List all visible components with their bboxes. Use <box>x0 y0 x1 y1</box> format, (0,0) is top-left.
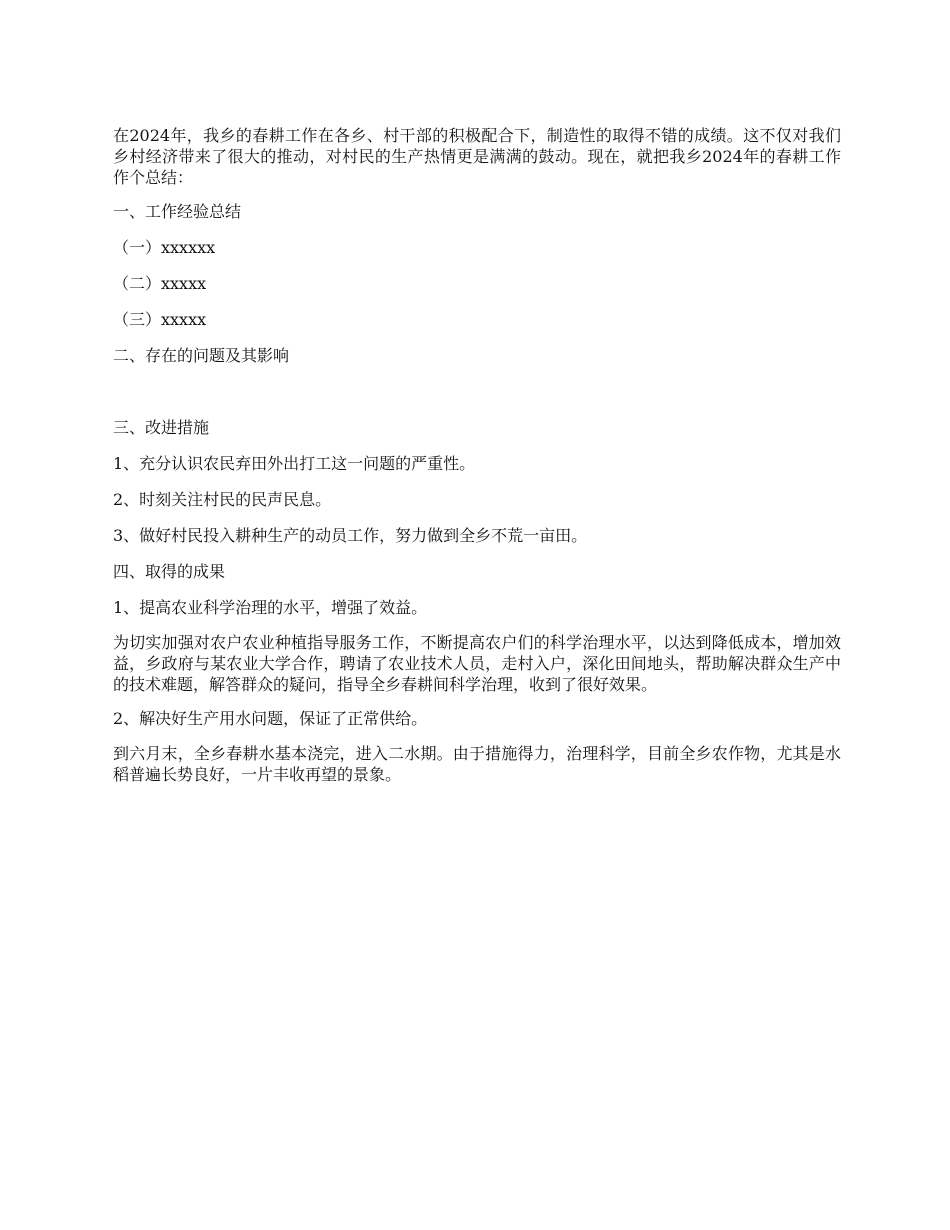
blank-spacer <box>113 380 841 416</box>
section4-point2-body: 到六月末，全乡春耕水基本浇完，进入二水期。由于措施得力，治理科学，目前全乡农作物，尤其是水稻普遍长势良好，一片丰收再望的景象。 <box>113 744 841 784</box>
section4-point1-body: 为切实加强对农户农业种植指导服务工作，不断提高农户们的科学治理水平，以达到降低成本，增加效益，乡政府与某农业大学合作，聘请了农业技术人员，走村入户，深化田间地头，帮助解决群众生产中的技术难题，解答群众的疑问，指导全乡春耕间科学治理，收到了很好效果。 <box>113 633 841 694</box>
section4-point1-title: 1、提高农业科学治理的水平，增强了效益。 <box>113 598 428 617</box>
section1-item-1: （一）xxxxxx <box>113 238 216 257</box>
intro-paragraph: 在2024年，我乡的春耕工作在各乡、村干部的积极配合下，制造性的取得不错的成绩。这不仅对我们乡村经济带来了很大的推动，对村民的生产热情更是满满的鼓动。现在，就把我乡2024年的春耕工作作个总结： <box>113 126 841 187</box>
section1-heading: 一、工作经验总结 <box>113 202 242 221</box>
section3-item-1: 1、充分认识农民弃田外出打工这一问题的严重性。 <box>113 454 476 473</box>
document-page <box>113 125 841 797</box>
section1-item-3: （三）xxxxx <box>113 310 207 329</box>
section3-item-2: 2、时刻关注村民的民声民息。 <box>113 490 332 509</box>
section2-heading: 二、存在的问题及其影响 <box>113 346 290 365</box>
section3-heading: 三、改进措施 <box>113 418 210 437</box>
section4-heading: 四、取得的成果 <box>113 562 226 581</box>
section4-point2-title: 2、解决好生产用水问题，保证了正常供给。 <box>113 709 428 728</box>
section1-item-2: （二）xxxxx <box>113 274 207 293</box>
section3-item-3: 3、做好村民投入耕种生产的动员工作，努力做到全乡不荒一亩田。 <box>113 526 588 545</box>
